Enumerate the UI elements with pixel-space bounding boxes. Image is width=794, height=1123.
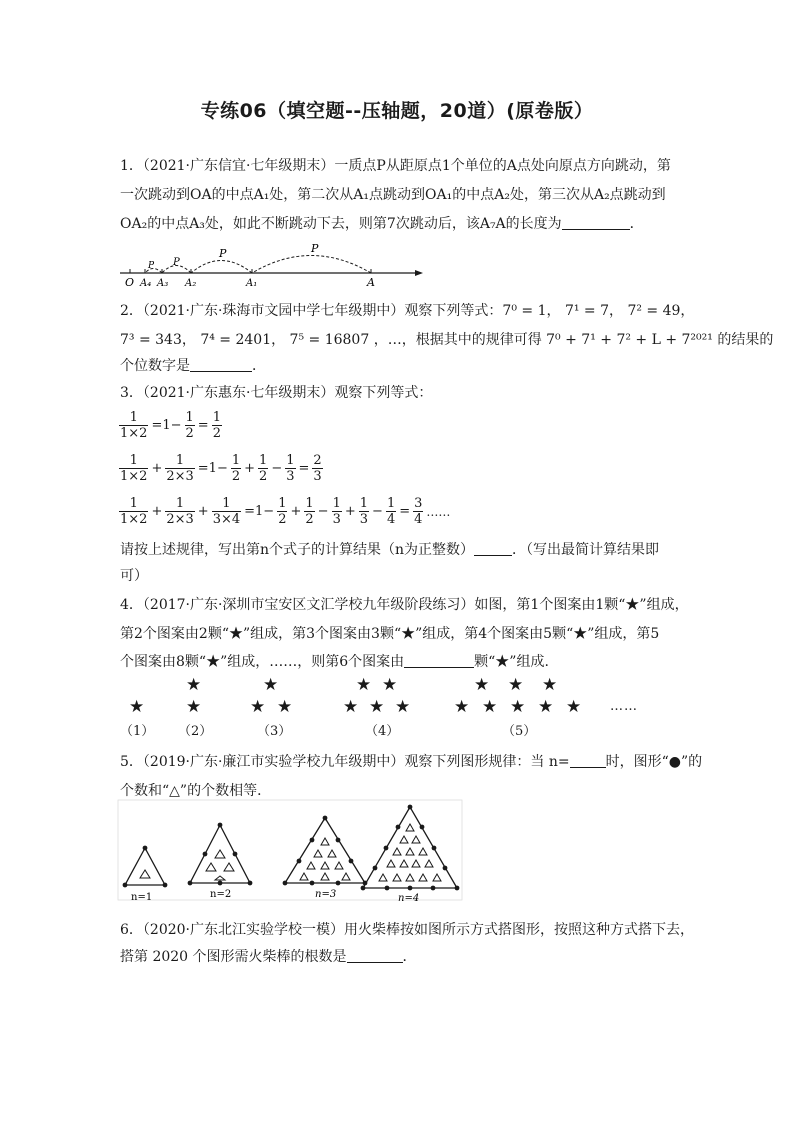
q1-label-a3: A₃ — [157, 278, 169, 289]
q5-label-n2: n=2 — [210, 889, 232, 900]
star-icon: ★ — [343, 697, 365, 717]
q4-ellipsis: …… — [610, 699, 638, 714]
q1-answer-blank[interactable] — [562, 215, 630, 230]
q1-label-p: P — [311, 242, 319, 255]
q1-line-2: 一次跳动到OA的中点A₁处，第二次从A₁点跳动到OA₁的中点A₂处，第三次从A₂点跳动到 — [120, 187, 666, 203]
q4-label-1: （1） — [120, 724, 155, 739]
q3-ellipsis: …… — [426, 504, 451, 519]
star-icon: ★ — [263, 675, 285, 695]
q3-line-end: 可） — [120, 568, 148, 584]
q6-line-2-text: 搭第 2020 个图形需火柴棒的根数是 — [120, 949, 347, 965]
q4-label-4: （4） — [365, 724, 400, 739]
q1-label-a1: A₁ — [246, 278, 258, 289]
q3-equation-1: $\frac{1}{1\times 2}$ =1− $\frac{1}{2}$ = $\frac{1}{2}$ — [120, 410, 221, 441]
star-icon: ★ — [510, 697, 532, 717]
q6-line-2 — [120, 948, 417, 966]
star-icon: ★ — [277, 697, 299, 717]
star-icon: ★ — [542, 675, 564, 695]
star-icon: ★ — [129, 697, 151, 717]
q4-line-1: 4．（2017·广东·深圳市宝安区文汇学校九年级阶段练习）如图，第1个图案由1颗“★”组成， — [120, 597, 689, 613]
page-title: 专练06（填空题--压轴题，20道）(原卷版） — [200, 100, 594, 122]
q5-triangle-figure — [115, 800, 465, 905]
q5-answer-blank[interactable] — [570, 753, 606, 768]
q1-label-a2: A₂ — [185, 278, 197, 289]
q4-line-2: 第2个图案由2颗“★”组成，第3个图案由3颗“★”组成，第4个图案由5颗“★”组成，第5 — [120, 626, 660, 642]
q4-answer-blank[interactable] — [404, 653, 474, 668]
star-icon: ★ — [538, 697, 560, 717]
q5-line-1 — [120, 753, 702, 771]
q3-equation-3: $\frac{1}{1\times 2}$ + $\frac{1}{2\times 3}$ + $\frac{1}{3\times 4}$ =1− $\frac{1}{2}$ + $\frac{1}{2}$ − $\frac{1}{3}$ + $\frac{1}{3}$ − $\frac{1}{4}$ = $\frac{3}{4}$ …… — [120, 496, 451, 527]
star-icon: ★ — [382, 675, 404, 695]
q5-line-2: 个数和“△”的个数相等． — [120, 783, 272, 799]
q2-line-2: 7³ = 343， 7⁴ = 2401， 7⁵ = 16807 ，…，根据其中的规律可得 7⁰ + 7¹ + 7² + L + 7²⁰²¹ 的结果的 — [120, 332, 774, 348]
star-icon: ★ — [356, 675, 378, 695]
q2-answer-blank[interactable] — [190, 357, 252, 372]
q1-label-a: A — [367, 276, 375, 289]
q4-line-3-end: 颗“★”组成. — [474, 654, 549, 670]
q5-line-1-end: 时，图形“●”的 — [605, 754, 703, 770]
star-icon: ★ — [369, 697, 391, 717]
q5-label-n1: n=1 — [131, 892, 153, 903]
star-icon: ★ — [508, 675, 530, 695]
q1-label-o: O — [125, 276, 135, 289]
q2-line-3-text: 个位数字是 — [120, 358, 190, 374]
q1-line-3-end: ． — [629, 216, 644, 232]
q1-line-3-text: OA₂的中点A₃处，如此不断跳动下去，则第7次跳动后，该A₇A的长度为 — [120, 216, 562, 232]
q5-label-n4: n=4 — [398, 893, 420, 904]
q4-line-3-text: 个图案由8颗“★”组成，……，则第6个图案由 — [120, 654, 405, 670]
q4-line-3 — [120, 653, 549, 671]
q1-label-p: P — [173, 257, 180, 268]
star-icon: ★ — [474, 675, 496, 695]
q3-rule-line — [120, 541, 659, 559]
star-icon: ★ — [482, 697, 504, 717]
q3-rule-end: ．（写出最简计算结果即 — [512, 542, 660, 558]
q6-answer-blank[interactable] — [347, 948, 403, 963]
q1-number-line-figure — [115, 240, 425, 290]
q3-rule-text: 请按上述规律，写出第n个式子的计算结果（n为正整数） — [120, 542, 475, 558]
star-icon: ★ — [250, 697, 272, 717]
q5-line-1-text: 5．（2019·广东·廉江市实验学校九年级期中）观察下列图形规律：当 n= — [120, 754, 570, 770]
q1-line-1: 1．（2021·广东信宜·七年级期末）一质点P从距原点1个单位的A点处向原点方向跳动，第 — [120, 158, 671, 174]
q4-label-3: （3） — [257, 724, 292, 739]
star-icon: ★ — [395, 697, 417, 717]
q1-label-p: P — [219, 247, 227, 260]
q2-line-3-end: ． — [252, 358, 266, 374]
q6-line-1: 6．（2020·广东北江实验学校一模）用火柴棒按如图所示方式搭图形，按照这种方式搭下去， — [120, 922, 694, 938]
q1-line-3 — [120, 215, 644, 233]
star-icon: ★ — [454, 697, 476, 717]
q3-equation-2: $\frac{1}{1\times 2}$ + $\frac{1}{2\times 3}$ =1− $\frac{1}{2}$ + $\frac{1}{2}$ − $\frac{1}{3}$ = $\frac{2}{3}$ — [120, 453, 322, 484]
q6-line-2-end: ． — [402, 949, 417, 965]
q1-label-p: P — [148, 261, 155, 271]
q2-line-3 — [120, 357, 266, 375]
q2-line-1: 2．（2021·广东·珠海市文园中学七年级期中）观察下列等式：7⁰ = 1， 7¹ = 7， 7² = 49， — [120, 303, 695, 319]
q5-label-n3: n=3 — [315, 889, 337, 900]
q3-answer-blank[interactable] — [474, 541, 512, 556]
q4-label-2: （2） — [178, 724, 213, 739]
q4-label-5: （5） — [502, 724, 537, 739]
star-icon: ★ — [186, 675, 208, 695]
q3-line-1: 3．（2021·广东惠东·七年级期末）观察下列等式： — [120, 385, 433, 401]
star-icon: ★ — [566, 697, 588, 717]
q1-label-a4: A₄ — [140, 278, 152, 289]
star-icon: ★ — [186, 697, 208, 717]
